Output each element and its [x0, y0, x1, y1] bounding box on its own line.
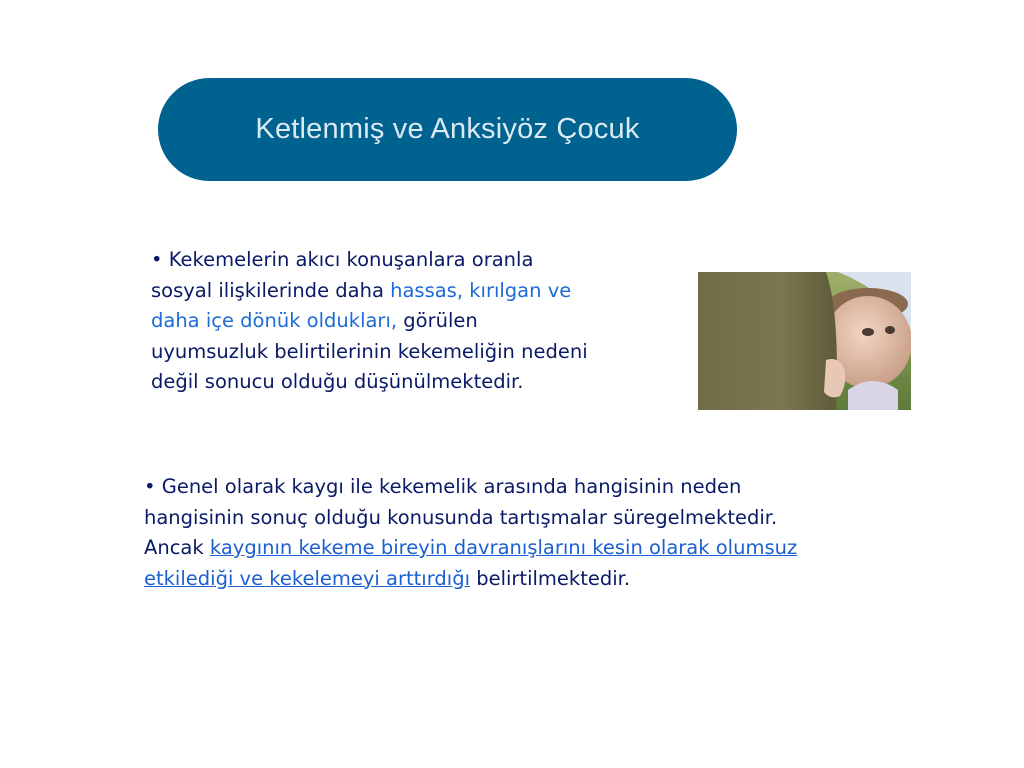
- paragraph-2-line2: hangisinin sonuç olduğu konusunda tartışmalar süregelmektedir.: [144, 505, 778, 529]
- paragraph-1-highlight-b: daha içe dönük oldukları,: [151, 309, 398, 332]
- bullet-1: •: [151, 248, 163, 271]
- paragraph-2-line1: Genel olarak kaygı ile kekemelik arasında hangisinin neden: [161, 475, 742, 498]
- paragraph-2-link-a[interactable]: kaygının kekeme bireyin davranışlarını kesin olarak olumsuz: [209, 536, 798, 559]
- paragraph-1-line2: sosyal ilişkilerinde daha: [151, 278, 384, 302]
- paragraph-1-lead: Kekemelerin akıcı konuşanlara oranla: [168, 248, 534, 271]
- paragraph-1: [151, 245, 671, 398]
- paragraph-1-rest-b: uyumsuzluk belirtilerinin kekemeliğin nedeni: [151, 339, 588, 363]
- paragraph-2-tail: belirtilmektedir.: [476, 566, 631, 590]
- title-banner: [158, 78, 737, 181]
- paragraph-2-link-b[interactable]: etkilediği ve kekelemeyi arttırdığı: [144, 566, 470, 590]
- paragraph-1-rest-c: değil sonucu olduğu düşünülmektedir.: [151, 370, 524, 393]
- paragraph-1-highlight-a: hassas, kırılgan ve: [390, 278, 572, 302]
- paragraph-2: [144, 472, 914, 594]
- paragraph-1-rest-a: görülen: [403, 309, 478, 332]
- child-peeking-photo: [698, 272, 911, 410]
- bullet-2: •: [144, 475, 156, 498]
- slide-title: Ketlenmiş ve Anksiyöz Çocuk: [255, 113, 640, 145]
- paragraph-2-ancak: Ancak: [144, 536, 204, 559]
